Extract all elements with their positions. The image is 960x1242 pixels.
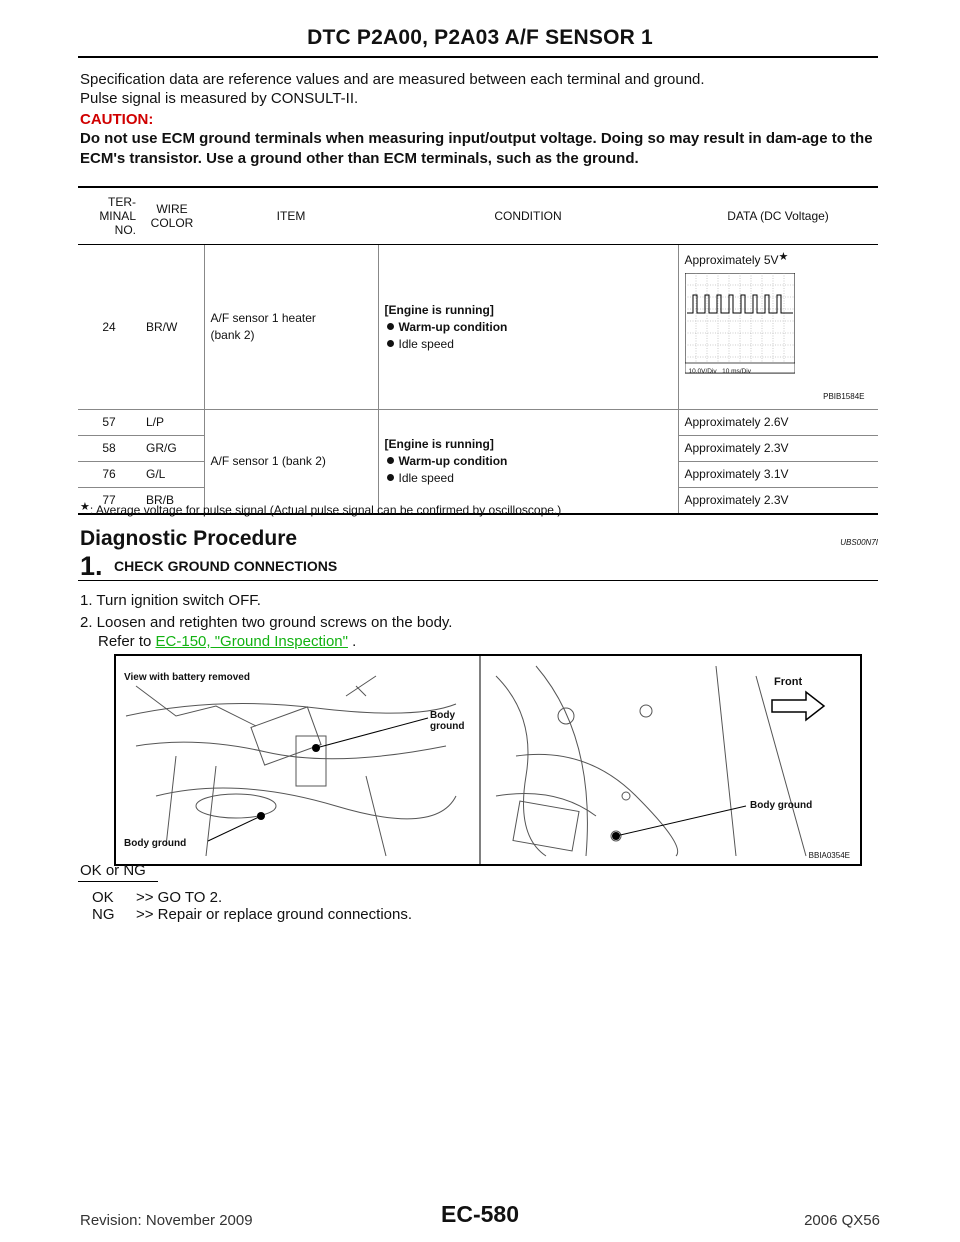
- bullet-icon: [387, 340, 394, 347]
- footer-page-number: EC-580: [441, 1201, 519, 1227]
- header-item: ITEM: [204, 187, 378, 245]
- cell-item: A/F sensor 1 (bank 2): [204, 410, 378, 515]
- star-icon: ★: [778, 251, 789, 263]
- table-header-row: [78, 187, 878, 245]
- scope-volt-div: 10.0V/Div: [688, 368, 717, 375]
- footer-model: 2006 QX56: [804, 1212, 880, 1229]
- oscilloscope-waveform: [685, 273, 865, 405]
- cell-wire: GR/G: [140, 436, 204, 462]
- caution-label: CAUTION:: [80, 111, 154, 128]
- cell-item: A/F sensor 1 heater (bank 2): [204, 245, 378, 410]
- ok-ng-heading: OK or NG: [80, 862, 146, 879]
- scope-time-div: 10 ms/Div: [722, 368, 752, 375]
- result-ok: OK >> GO TO 2.: [92, 889, 223, 906]
- section-title: Diagnostic Procedure: [80, 527, 298, 550]
- label-body-ground-right: Body ground: [750, 800, 813, 811]
- page-title: DTC P2A00, P2A03 A/F SENSOR 1: [307, 26, 653, 49]
- footer-revision: Revision: November 2009: [80, 1212, 253, 1229]
- engine-bay-illustration: [116, 656, 860, 864]
- scope-caption: PBIB1584E: [823, 392, 865, 401]
- cell-terminal: 58: [78, 436, 140, 462]
- table-row: [78, 410, 878, 436]
- instruction-1: 1. Turn ignition switch OFF.: [80, 592, 261, 609]
- figure-code: BBIA0354E: [808, 851, 850, 860]
- label-front: Front: [774, 676, 803, 688]
- cell-wire: BR/B: [140, 488, 204, 515]
- step-title: CHECK GROUND CONNECTIONS: [114, 558, 338, 574]
- instruction-2: 2. Loosen and retighten two ground screws on the body.: [80, 614, 453, 631]
- table-row: [78, 245, 878, 410]
- cell-wire: G/L: [140, 462, 204, 488]
- title-rule: [78, 56, 878, 58]
- cell-data: Approximately 2.3V: [678, 436, 878, 462]
- spec-note: [80, 70, 705, 108]
- label-body-ground: Body ground: [430, 710, 465, 732]
- header-condition: CONDITION: [378, 187, 678, 245]
- label-view-battery-removed: View with battery removed: [124, 672, 250, 683]
- section-code: UBS00N7I: [840, 538, 878, 547]
- cell-terminal: 57: [78, 410, 140, 436]
- spec-line-1: Specification data are reference values and are measured between each terminal and ground.: [80, 71, 705, 88]
- cell-data: Approximately 3.1V: [678, 462, 878, 488]
- bullet-icon: [387, 474, 394, 481]
- refer-line: Refer to EC-150, "Ground Inspection" .: [98, 633, 357, 650]
- cell-terminal: 77: [78, 488, 140, 515]
- header-terminal: TER- MINAL NO.: [78, 187, 140, 245]
- cell-condition: [Engine is running] Warm-up condition Idle speed: [378, 245, 678, 410]
- bullet-icon: [387, 323, 394, 330]
- step-rule: [78, 580, 878, 581]
- label-body-ground-left: Body ground: [124, 838, 187, 849]
- footnote: ★: Average voltage for pulse signal (Actual pulse signal can be confirmed by oscilloscope.): [80, 501, 562, 517]
- header-data: DATA (DC Voltage): [678, 187, 878, 245]
- cell-terminal: 76: [78, 462, 140, 488]
- star-icon: ★: [80, 501, 90, 513]
- cell-data: Approximately 2.6V: [678, 410, 878, 436]
- cell-wire: L/P: [140, 410, 204, 436]
- result-ng: NG >> Repair or replace ground connections.: [92, 906, 413, 923]
- caution-text: Do not use ECM ground terminals when measuring input/output voltage. Doing so may result in dam-age to the ECM's transistor. Use a ground other than ECM terminals, such as the ground.: [80, 130, 873, 167]
- ground-inspection-link[interactable]: EC-150, "Ground Inspection": [155, 633, 348, 650]
- terminal-spec-table: [78, 186, 878, 515]
- cell-terminal: 24: [78, 245, 140, 410]
- step-number: 1.: [80, 551, 103, 581]
- header-wire-color: WIRE COLOR: [140, 187, 204, 245]
- cell-data: Approximately 5V★ 10.0V/Div 10 ms/Div PBIB1584E: [678, 245, 878, 410]
- ok-ng-rule: [78, 881, 158, 882]
- cell-data: Approximately 2.3V: [678, 488, 878, 515]
- spec-line-2: Pulse signal is measured by CONSULT-II.: [80, 90, 359, 107]
- ground-location-figure: [114, 654, 862, 866]
- cell-condition: [Engine is running] Warm-up condition Idle speed: [378, 410, 678, 515]
- cell-wire: BR/W: [140, 245, 204, 410]
- bullet-icon: [387, 457, 394, 464]
